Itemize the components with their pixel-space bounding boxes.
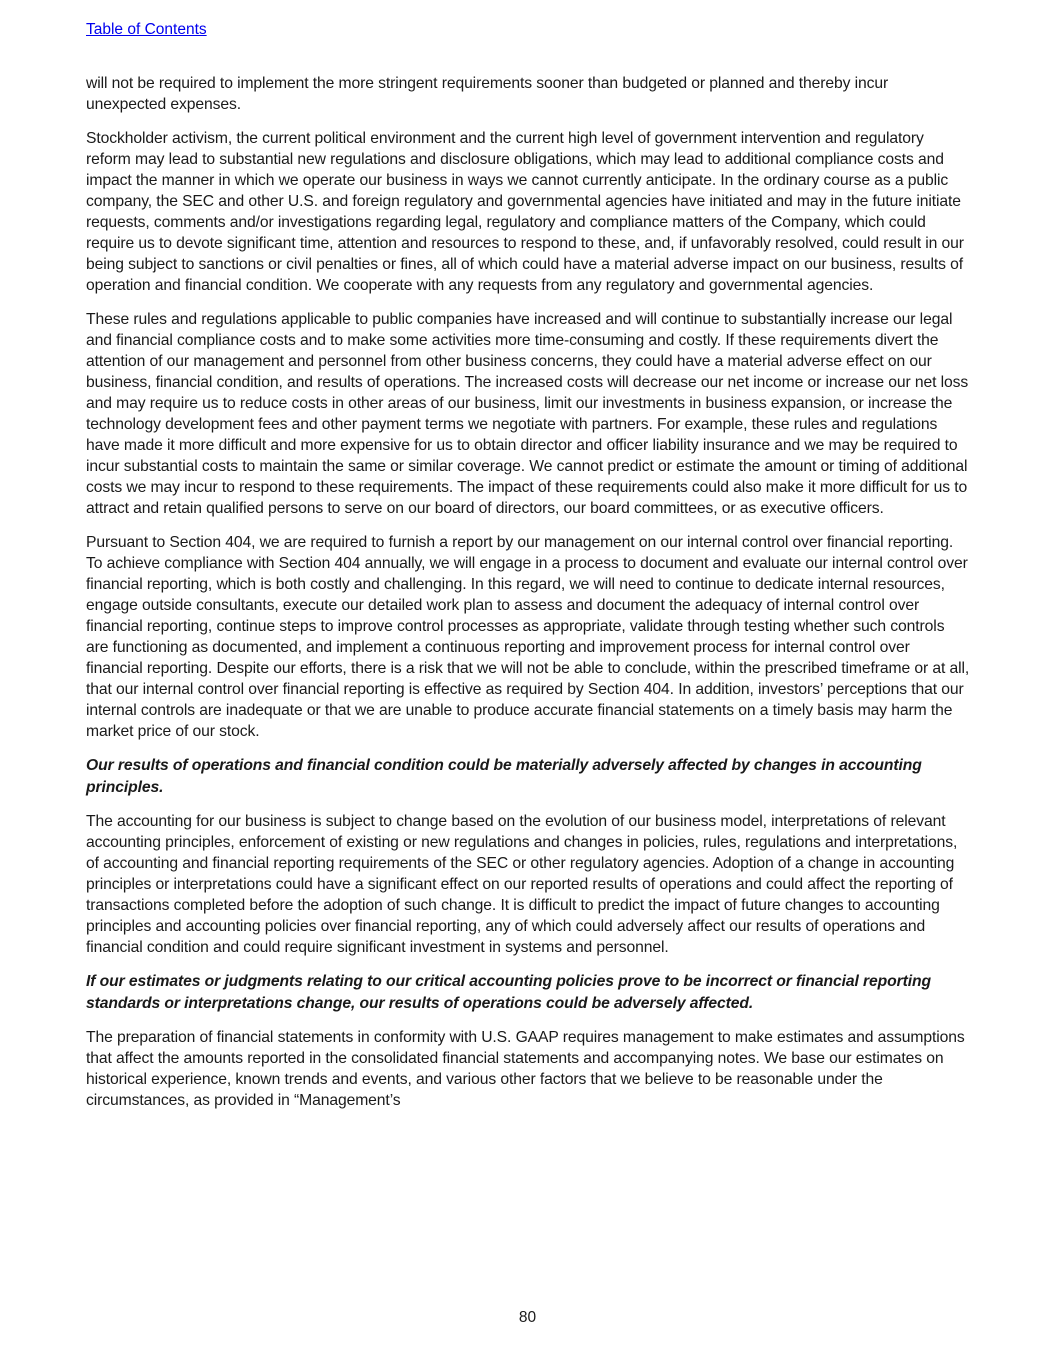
paragraph-accounting-for-business: The accounting for our business is subject to change based on the evolution of our business model, interpretations of relevant accounting principles, enforcement of existing or new regulations and changes in policies, rules, regulations and interpretations, of accounting and financial reporting requirements of the SEC or other regulatory agencies. Adoption of a change in accounting principles or interpretations could have a significant effect on our reported results of operations and could affect the reporting of transactions completed before the adoption of such change. It is difficult to predict the impact of future changes to accounting principles and accounting policies over financial reporting, any of which could adversely affect our results of operations and financial condition and could require significant investment in systems and personnel. (86, 813, 958, 956)
table-of-contents-link[interactable]: Table of Contents (86, 21, 207, 38)
paragraph-preparation-financial-statements: The preparation of financial statements in conformity with U.S. GAAP requires management to make estimates and assumptions that affect the amounts reported in the consolidated financial statements and accompanying notes. We base our estimates on historical experience, known trends and events, and various other factors that we believe to be reasonable under the circumstances, as provided in “Management’s (86, 1029, 965, 1109)
document-body (86, 73, 970, 1111)
paragraph-continuation: will not be required to implement the more stringent requirements sooner than budgeted or planned and thereby incur unexpected expenses. (86, 75, 889, 113)
risk-factor-heading-accounting-principles: Our results of operations and financial condition could be materially adversely affected by changes in accounting principles. (86, 757, 922, 796)
paragraph-stockholder-activism: Stockholder activism, the current political environment and the current high level of government intervention and regulatory reform may lead to substantial new regulations and disclosure obligations, which may lead to additional compliance costs and impact the manner in which we operate our business in ways we cannot currently anticipate. In the ordinary course as a public company, the SEC and other U.S. and foreign regulatory and governmental agencies have initiated and may in the future initiate requests, comments and/or investigations regarding legal, regulatory and compliance matters of the Company, which could require us to devote significant time, attention and resources to respond to these, and, if unfavorably resolved, could result in our being subject to sanctions or civil penalties or fines, all of which could have a material adverse impact on our business, results of operation and financial condition. We cooperate with any requests from any regulatory and governmental agencies. (86, 130, 964, 294)
paragraph-section-404: Pursuant to Section 404, we are required to furnish a report by our management on our internal control over financial reporting. To achieve compliance with Section 404 annually, we will engage in a process to document and evaluate our internal control over financial reporting, which is both costly and challenging. In this regard, we will need to continue to dedicate internal resources, engage outside consultants, execute our detailed work plan to assess and document the adequacy of internal control over financial reporting, continue steps to improve control processes as appropriate, validate through testing whether such controls are functioning as documented, and implement a continuous reporting and improvement process for internal control over financial reporting. Despite our efforts, there is a risk that we will not be able to conclude, within the prescribed timeframe or at all, that our internal control over financial reporting is effective as required by Section 404. In addition, investors’ perceptions that our internal controls are inadequate or that we are unable to produce accurate financial statements on a timely basis may harm the market price of our stock. (86, 534, 970, 740)
page-number: 80 (518, 1309, 537, 1326)
risk-factor-heading-estimates-judgments: If our estimates or judgments relating to our critical accounting policies prove to be incorrect or financial reporting standards or interpretations change, our results of operations could be adversely affected. (86, 973, 931, 1012)
paragraph-rules-regulations: These rules and regulations applicable to public companies have increased and will continue to substantially increase our legal and financial compliance costs and to make some activities more time-consuming and costly. If these requirements divert the attention of our management and personnel from other business concerns, they could have a material adverse effect on our business, financial condition, and results of operations. The increased costs will decrease our net income or increase our net loss and may require us to reduce costs in other areas of our business, limit our investments in business expansion, or increase the technology development fees and other payment terms we negotiate with partners. For example, these rules and regulations have made it more difficult and more expensive for us to obtain director and officer liability insurance and we may be required to incur substantial costs to maintain the same or similar coverage. We cannot predict or estimate the amount or timing of additional costs we may incur to respond to these requirements. The impact of these requirements could also make it more difficult for us to attract and retain qualified persons to serve on our board of directors, our board committees, or as executive officers. (86, 311, 969, 517)
